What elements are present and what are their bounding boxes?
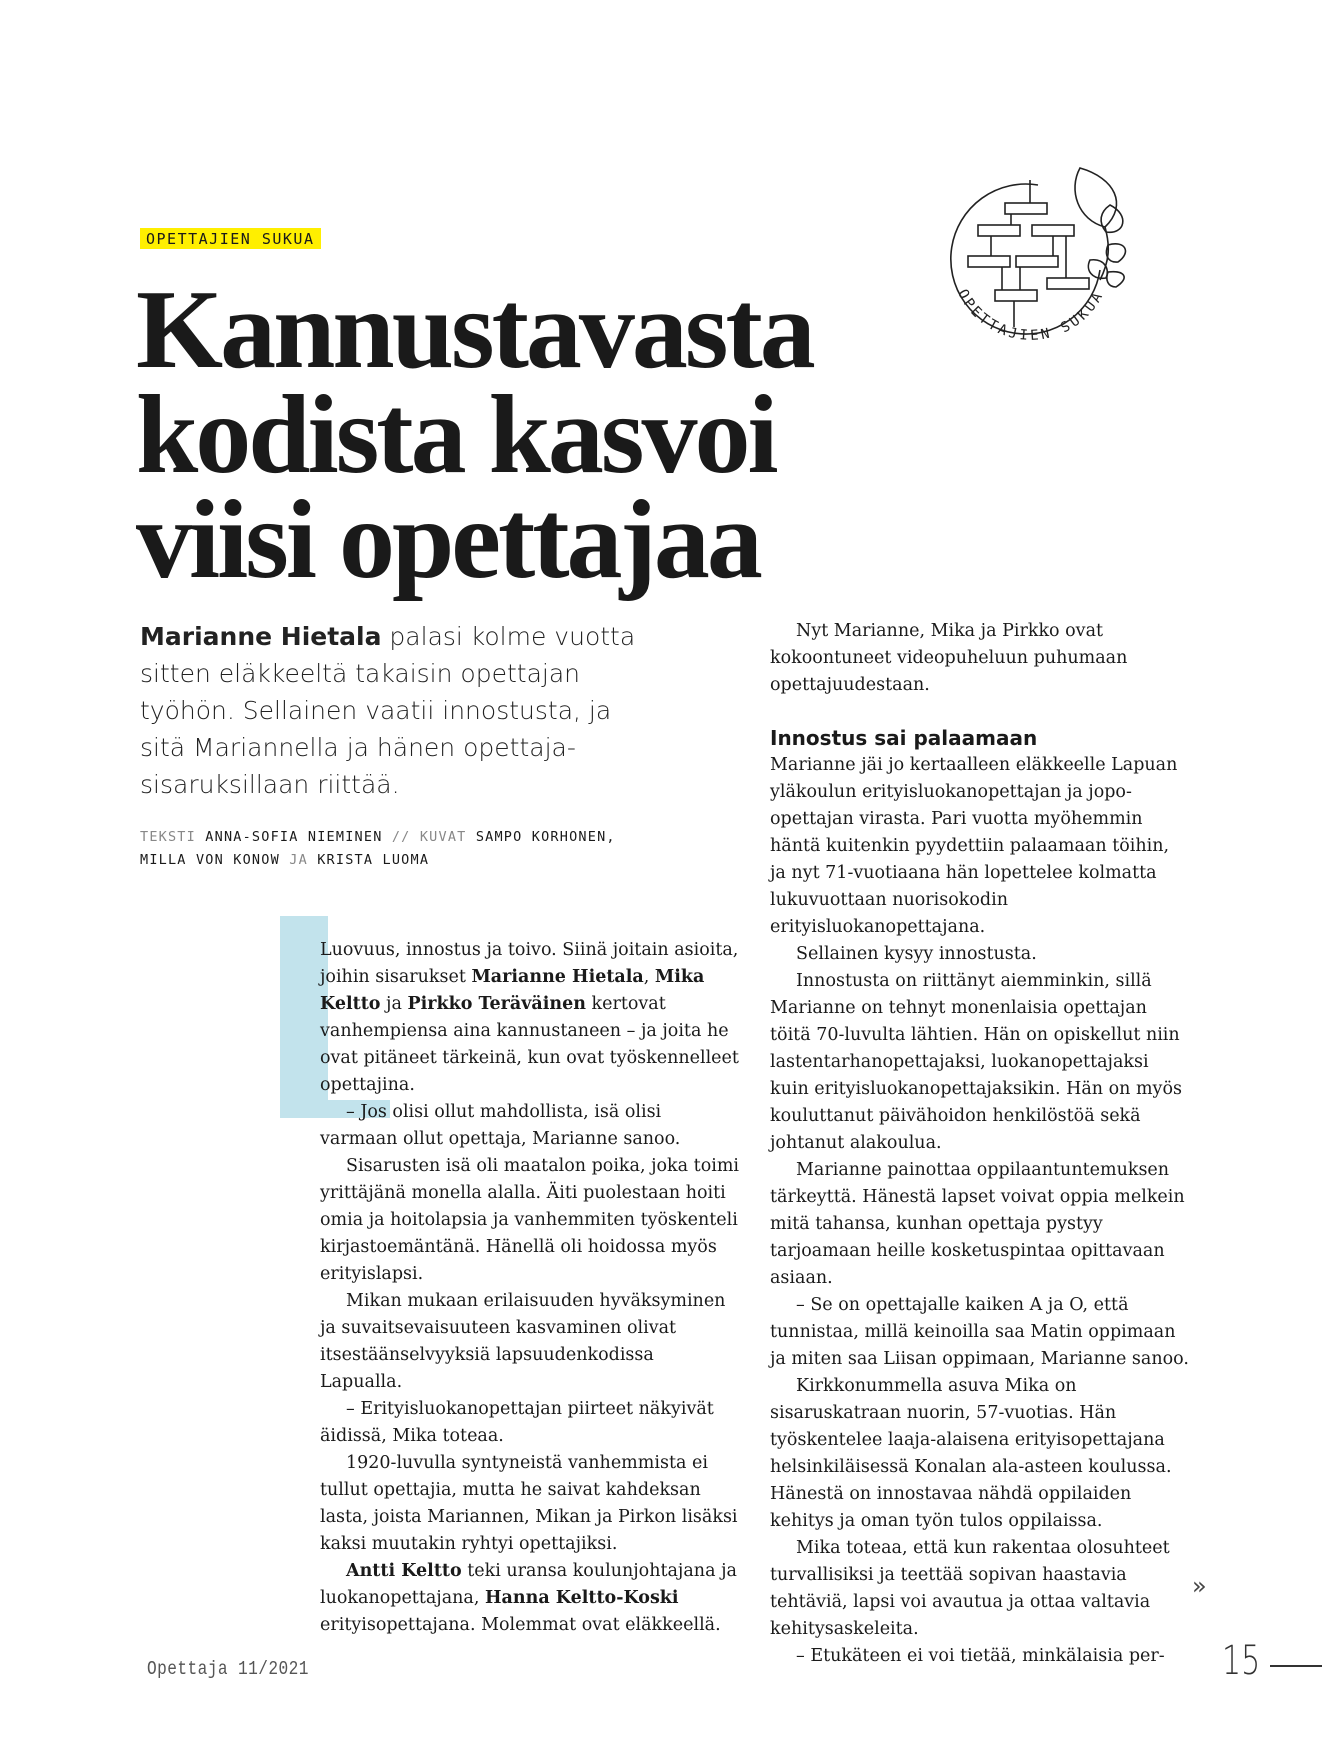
text-run: erityisopettajana. Molemmat ovat eläkkeellä. — [320, 1615, 721, 1635]
body-paragraph: Mika toteaa, että kun rakentaa olosuhteet turvallisiksi ja teettää sopivan haastavia tehtäviä, lapsi voi avautua ja ottaa valtavia kehitysaskeleita. — [770, 1538, 1170, 1639]
lead-text: palasi kolme vuotta sitten eläkkeeltä takaisin opettajan työhön. Sellainen vaatii innostusta, ja sitä Mariannella ja hänen opettaja-sisaruksillaan riittää. — [140, 622, 636, 799]
body-paragraph: 1920-luvulla syntyneistä vanhemmista ei tullut opettajia, mutta he saivat kahdeksan lasta, joista Mariannen, Mikan ja Pirkon lisäksi kaksi muutakin ryhtyi opettajiksi. — [320, 1453, 738, 1554]
title-line: kodista kasvoi — [136, 373, 776, 497]
body-paragraph: – Erityisluokanopettajan piirteet näkyivät äidissä, Mika toteaa. — [320, 1399, 714, 1446]
person-name: Pirkko Teräväinen — [407, 994, 586, 1014]
byline-text-label: TEKSTI — [140, 829, 196, 845]
body-paragraph: – Etukäteen ei voi tietää, minkälaisia per- — [796, 1646, 1165, 1666]
person-name: Mika Keltto — [320, 967, 705, 1014]
body-paragraph — [320, 937, 740, 1099]
article-title — [136, 268, 856, 602]
title-line: viisi opettajaa — [136, 478, 760, 602]
page-number: 15 — [1222, 1638, 1261, 1684]
section-kicker: OPETTAJIEN SUKUA — [140, 228, 321, 249]
title-line: Kannustavasta — [136, 268, 813, 392]
body-paragraph: Innostusta on riittänyt aiemminkin, sillä Marianne on tehnyt monenlaisia opettajan töitä 70-luvulta lähtien. Hän on opiskellut niin lastentarhanopettajaksi, luokanopettajaksi kuin erityisluokanopettajaksikin. Hän on myös kouluttanut päivähoidon henkilöstöä sekä johtanut alakoulua. — [770, 971, 1182, 1153]
body-paragraph: – Jos olisi ollut mahdollista, isä olisi varmaan ollut opettaja, Marianne sanoo. — [320, 1102, 681, 1149]
body-paragraph: Nyt Marianne, Mika ja Pirkko ovat kokoontuneet videopuheluun puhumaan opettajuudestaan. — [770, 621, 1128, 695]
lead-name: Marianne Hietala — [140, 622, 382, 651]
svg-text:OPETTAJIEN SUKUA — [954, 287, 1107, 344]
body-paragraph: Marianne jäi jo kertaalleen eläkkeelle Lapuan yläkoulun erityisluokanopettajan ja jopo-opettajan virasta. Pari vuotta myöhemmin häntä kuitenkin pyydettiin palaamaan töihin, ja nyt 71-vuotiaana hän lopettelee kolmatta lukuvuottaan nuorisokodin erityisluokanopettajana. — [770, 755, 1178, 937]
lead-paragraph — [140, 618, 640, 803]
person-name: Marianne Hietala — [471, 967, 644, 987]
family-tree-logo-icon — [930, 160, 1130, 390]
byline-photographer: KRISTA LUOMA — [317, 852, 430, 868]
body-column-left — [320, 937, 740, 1639]
byline-photographer: SAMPO KORHONEN, — [475, 829, 616, 845]
body-paragraph: Sellainen kysyy innostusta. — [796, 944, 1037, 964]
byline-separator: // — [391, 829, 411, 845]
subheading: Innostus sai palaamaan — [770, 726, 1038, 750]
person-name: Hanna Keltto-Koski — [485, 1588, 679, 1608]
body-paragraph — [320, 1558, 740, 1639]
footer-rule — [1270, 1665, 1322, 1667]
text-run: ja — [380, 994, 408, 1014]
person-name: Antti Keltto — [346, 1561, 462, 1581]
byline-photo-label: KUVAT — [419, 829, 467, 845]
body-column-right — [770, 618, 1190, 1670]
byline-author: ANNA-SOFIA NIEMINEN — [205, 829, 383, 845]
byline — [140, 826, 740, 872]
body-paragraph: Kirkkonummella asuva Mika on sisaruskatraan nuorin, 57-vuotias. Hän työskentelee laaja-alaisena erityisopettajana helsinkiläisessä Konalan ala-asteen koulussa. Hänestä on innostavaa nähdä oppilaiden kehitys ja oman työn tulos oppilaissa. — [770, 1376, 1172, 1531]
body-paragraph: – Se on opettajalle kaiken A ja O, että tunnistaa, millä keinoilla saa Matin oppimaan ja miten saa Liisan oppimaan, Marianne sanoo. — [770, 1295, 1189, 1369]
logo-text: OPETTAJIEN SUKUA — [954, 286, 1108, 344]
body-paragraph: Mikan mukaan erilaisuuden hyväksyminen ja suvaitsevaisuuteen kasvaminen olivat itsestäänselvyyksiä lapsuudenkodissa Lapualla. — [320, 1291, 726, 1392]
continue-arrow-icon: » — [1192, 1572, 1207, 1600]
text-run: teki uransa koulunjohtajana ja luokanopettajana, — [320, 1561, 737, 1608]
text-run: Luovuus, innostus ja toivo. Siinä joitain asioita, joihin sisarukset — [320, 940, 739, 987]
byline-photographer: MILLA VON KONOW — [140, 852, 280, 868]
byline-and: JA — [289, 852, 308, 868]
text-run: kertovat vanhempiensa aina kannustaneen – ja joita he ovat pitäneet tärkeinä, kun ovat työskennelleet opettajina. — [320, 994, 739, 1095]
body-paragraph: Marianne painottaa oppilaantuntemuksen tärkeyttä. Hänestä lapset voivat oppia melkein mitä tahansa, kunhan opettaja pystyy tarjoamaan heille kosketuspintaa opittavaan asiaan. — [770, 1160, 1185, 1288]
footer-magazine-issue: Opettaja 11/2021 — [147, 1658, 309, 1680]
body-paragraph: Sisarusten isä oli maatalon poika, joka toimi yrittäjänä monella alalla. Äiti puolestaan hoiti omia ja hoitolapsia ja vanhemmiten työskenteli kirjastoemäntänä. Hänellä oli hoidossa myös erityislapsi. — [320, 1156, 740, 1284]
text-run: , — [643, 967, 655, 987]
